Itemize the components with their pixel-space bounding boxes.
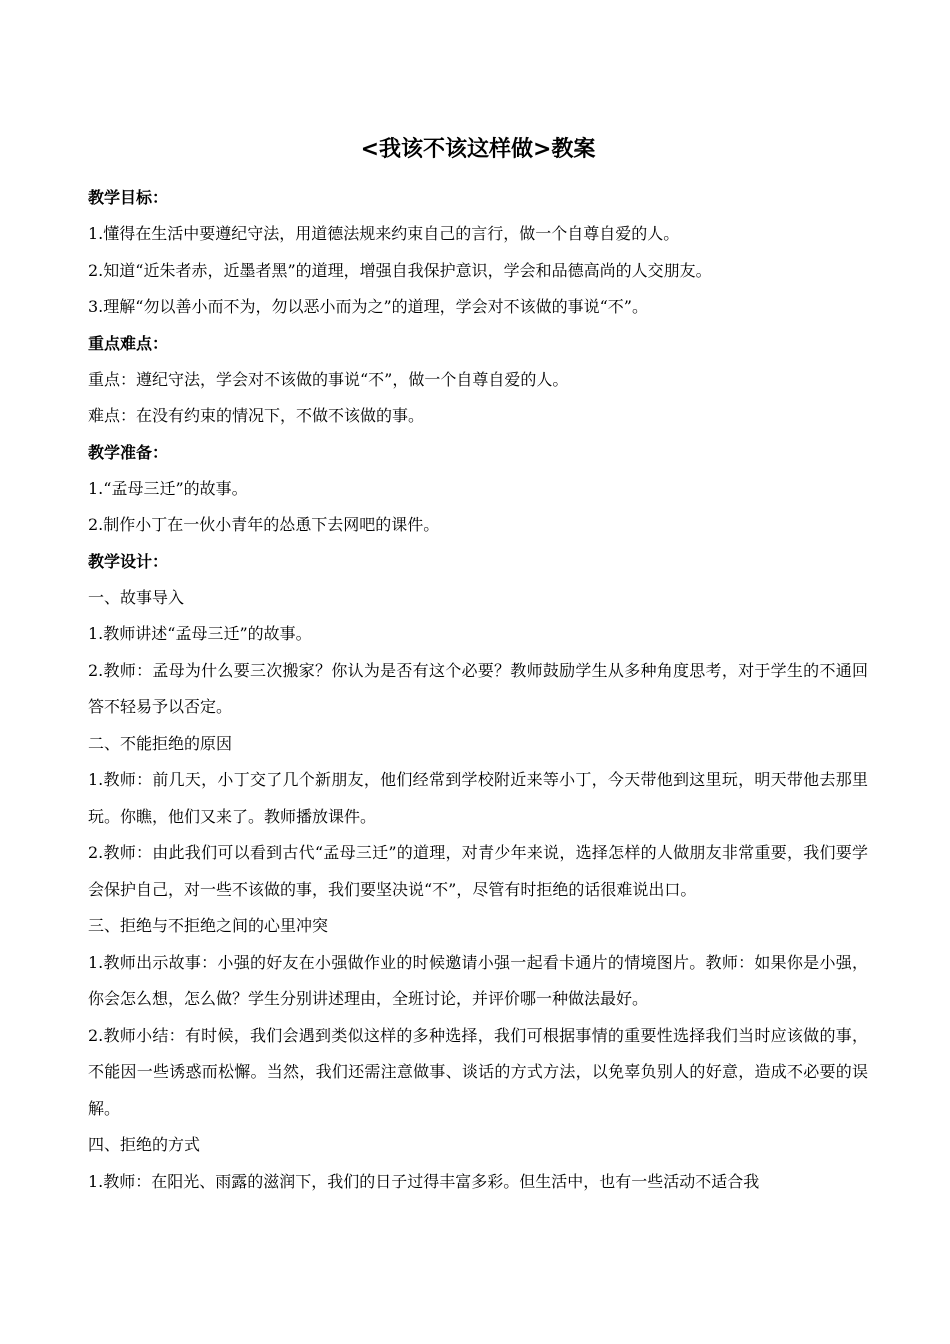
paragraph: 1.教师出示故事：小强的好友在小强做作业的时候邀请小强一起看卡通片的情境图片。教师：如果你是小强，你会怎么想，怎么做？学生分别讲述理由，全班讨论，并评价哪一种做法最好。 [88, 952, 868, 1008]
paragraph: 二、不能拒绝的原因 [88, 733, 233, 753]
paragraph: 1.懂得在生活中要遵纪守法，用道德法规来约束自己的言行，做一个自尊自爱的人。 [88, 224, 680, 243]
section-heading: 教学设计： [88, 551, 169, 571]
paragraph: 2.教师：孟母为什么要三次搬家？你认为是否有这个必要？教师鼓励学生从多种角度思考，对于学生的不通回答不轻易予以否定。 [88, 660, 868, 716]
paragraph: 2.知道“近朱者赤，近墨者黑”的道理，增强自我保护意识，学会和品德高尚的人交朋友。 [88, 260, 712, 280]
paragraph: 一、故事导入 [88, 587, 185, 607]
document-body [88, 180, 868, 1200]
paragraph: 2.教师小结：有时候，我们会遇到类似这样的多种选择，我们可根据事情的重要性选择我们当时应该做的事，不能因一些诱惑而松懈。当然，我们还需注意做事、谈话的方式方法，以免辜负别人的好意，造成不必要的误解。 [88, 1025, 868, 1118]
paragraph: 难点：在没有约束的情况下，不做不该做的事。 [88, 406, 425, 425]
paragraph: 1.教师：前几天，小丁交了几个新朋友，他们经常到学校附近来等小丁，今天带他到这里玩，明天带他去那里玩。你瞧，他们又来了。教师播放课件。 [88, 770, 868, 826]
section-heading: 重点难点： [88, 333, 169, 353]
paragraph: 1.教师讲述“孟母三迁”的故事。 [88, 624, 312, 643]
paragraph: 重点：遵纪守法，学会对不该做的事说“不”，做一个自尊自爱的人。 [88, 369, 569, 389]
paragraph: 2.教师：由此我们可以看到古代“孟母三迁”的道理，对青少年来说，选择怎样的人做朋友非常重要，我们要学会保护自己，对一些不该做的事，我们要坚决说“不”，尽管有时拒绝的话很难说出口。 [88, 843, 868, 899]
paragraph: 3.理解“勿以善小而不为，勿以恶小而为之”的道理，学会对不该做的事说“不”。 [88, 297, 648, 316]
paragraph: 四、拒绝的方式 [88, 1135, 201, 1154]
paragraph: 1.“孟母三迁”的故事。 [88, 478, 248, 498]
document-title: <我该不该这样做>教案 [360, 137, 596, 162]
section-heading: 教学准备： [88, 442, 169, 462]
paragraph: 2.制作小丁在一伙小青年的怂恿下去网吧的课件。 [88, 515, 440, 534]
section-heading: 教学目标： [88, 188, 169, 207]
paragraph: 三、拒绝与不拒绝之间的心里冲突 [88, 916, 329, 935]
document-page [88, 128, 868, 1200]
paragraph: 1.教师：在阳光、雨露的滋润下，我们的日子过得丰富多彩。但生活中，也有一些活动不适合我 [88, 1171, 760, 1191]
